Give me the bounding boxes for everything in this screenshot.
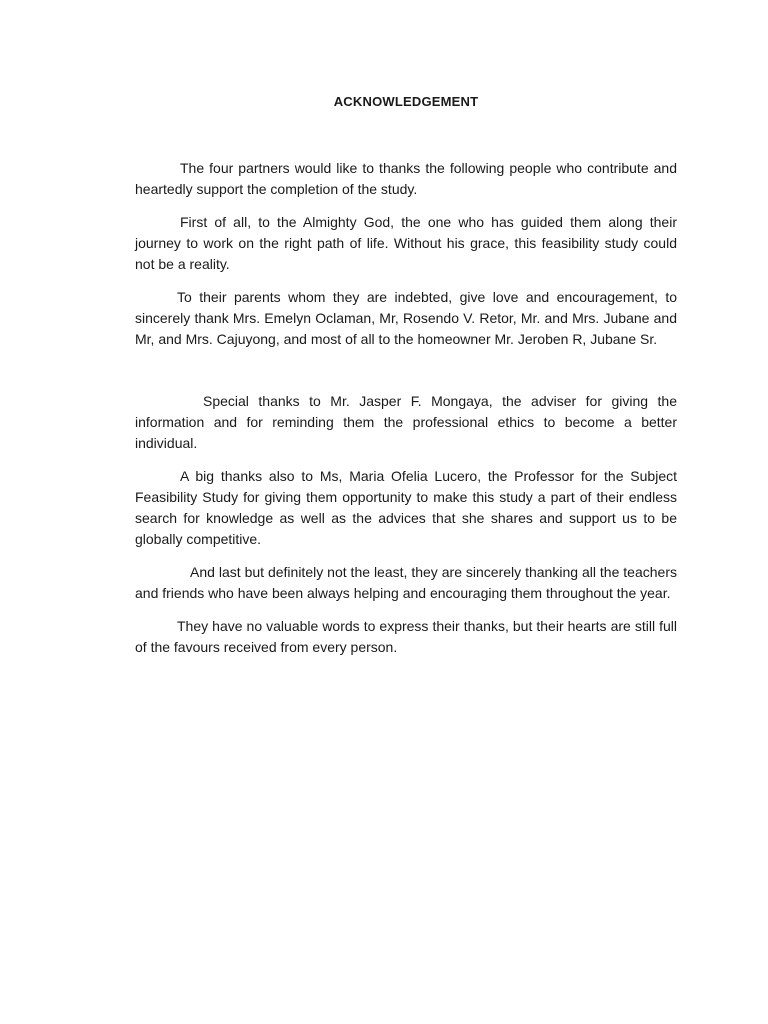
page-title-text: ACKNOWLEDGEMENT [333,94,479,109]
paragraph-professor: A big thanks also to Ms, Maria Ofelia Lucero, the Professor for the Subject Feasibility Study for giving them opportunity to make this study a part of their endless search for knowledge as well as the advices that she shares and support us to be globally competitive. [135,468,677,547]
paragraph-adviser: Special thanks to Mr. Jasper F. Mongaya, the adviser for giving the information and for reminding them the professional ethics to become a better individual. [135,393,677,451]
paragraph-closing: They have no valuable words to express their thanks, but their hearts are still full of the favours received from every person. [135,618,677,655]
paragraph-almighty-god: First of all, to the Almighty God, the one who has guided them along their journey to work on the right path of life. Without his grace, this feasibility study could not be a reality. [135,214,677,272]
paragraph-partners: The four partners would like to thanks the following people who contribute and heartedly support the completion of the study. [135,160,677,197]
paragraph-parents: To their parents whom they are indebted, give love and encouragement, to sincerely thank Mrs. Emelyn Oclaman, Mr, Rosendo V. Retor, Mr. and Mrs. Jubane and Mr, and Mrs. Cajuyong, and most of all to the homeowner Mr. Jeroben R, Jubane Sr. [135,289,677,347]
page-title [0,94,768,109]
paragraph-teachers-friends: And last but definitely not the least, they are sincerely thanking all the teachers and friends who have been always helping and encouraging them throughout the year. [135,564,677,601]
document-body [135,158,677,670]
